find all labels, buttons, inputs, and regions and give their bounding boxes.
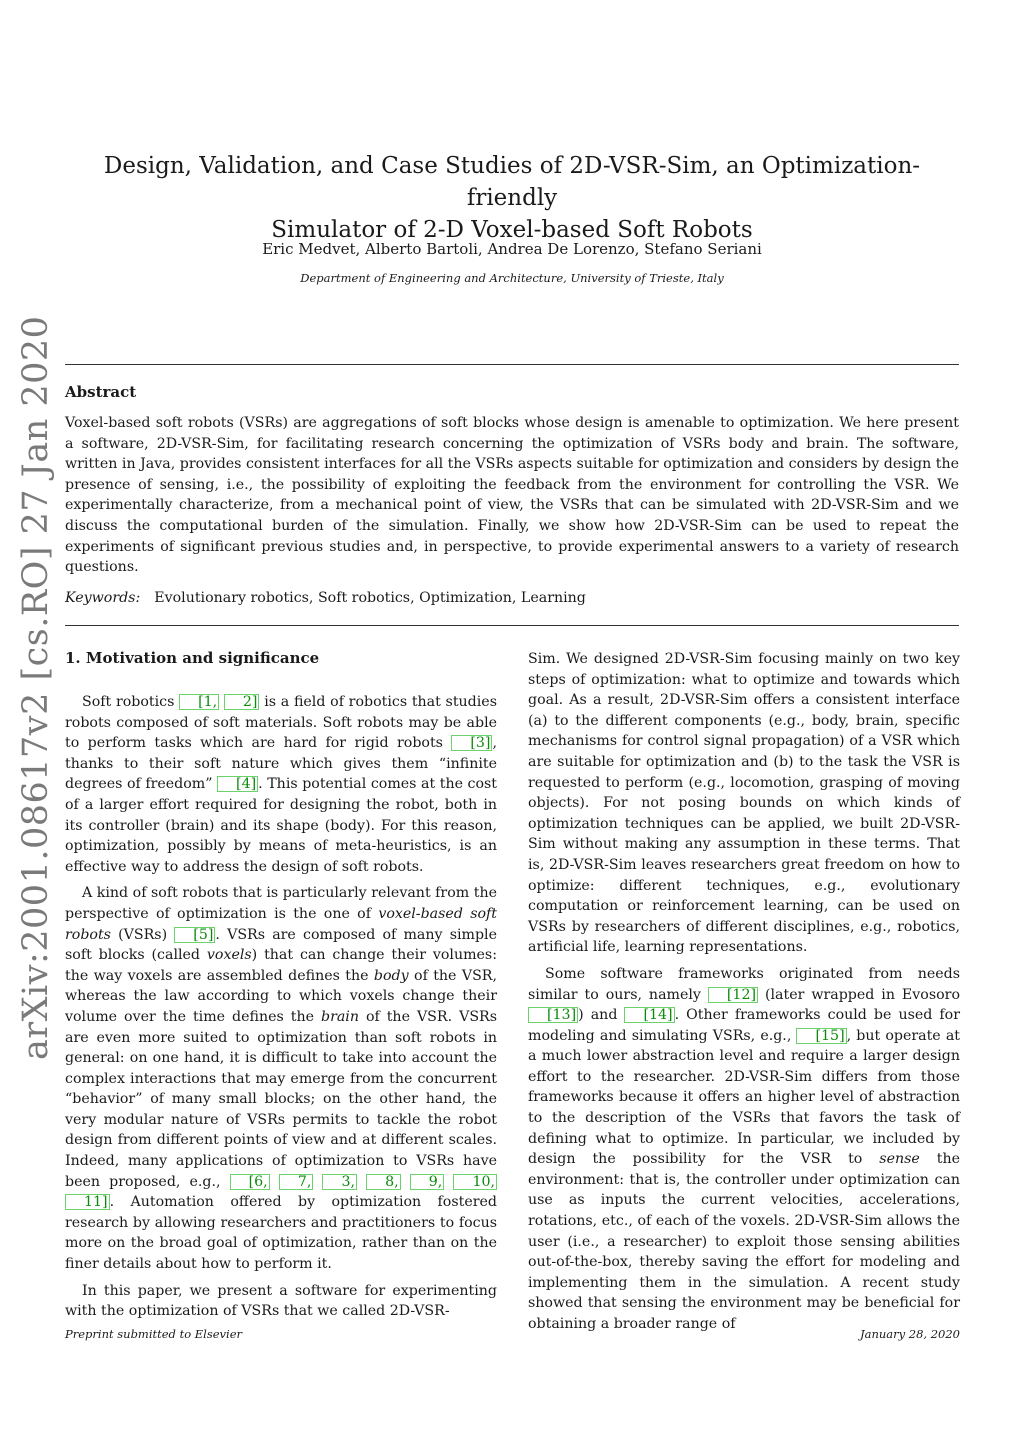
- citation-link[interactable]: 2]: [224, 694, 260, 710]
- abstract-text: Voxel-based soft robots (VSRs) are aggregations of soft blocks whose design is amenable to optimization. We here present a software, 2D-VSR-Sim, for facilitating research concerning the optimization of VSRs body and brain. The software, written in Java, provides consistent interfaces for all the VSRs aspects suitable for optimization and considers by design the presence of sensing, i.e., the possibility of exploiting the feedback from the environment for controlling the VSR. We experimentally characterize, from a mechanical point of view, the VSRs that can be simulated with 2D-VSR-Sim and we discuss the computational burden of the simulation. Finally, we show how 2D-VSR-Sim can be used to repeat the experiments of significant previous studies and, in perspective, to provide experimental answers to a variety of research questions.: [65, 415, 959, 576]
- arxiv-sidebar-stamp: arXiv:2001.08617v2 [cs.RO] 27 Jan 2020: [16, 315, 56, 1060]
- paper-title: [60, 150, 964, 246]
- paragraph: A kind of soft robots that is particularly relevant from the perspective of optimization is the one of voxel-based soft robots (VSRs) [5] . VSRs are composed of many simple soft blocks (called voxels) that can change their volumes: the way voxels are assembled defines the body of the VSR, whereas the law according to which voxels change their volume over the time defines the brain of the VSR. VSRs are even more suited to optimization than soft robots in general: on one hand, it is difficult to take into account the complex interactions that may emerge from the concurrent “behavior” of many small blocks; on the other hand, the very modular nature of VSRs permits to tackle the robot design from different points of view and at different scales. Indeed, many applications of optimization to VSRs have been proposed, e.g., [6, 7, 3, 8, 9, 10, 11] . Automation offered by optimization fostered research by allowing researchers and practitioners to focus more on the broad goal of optimization, rather than on the finer details about how to perform it.: [65, 885, 497, 1273]
- paragraph: In this paper, we present a software for experimenting with the optimization of VSRs that we called 2D-VSR-: [65, 1282, 497, 1320]
- keywords: [65, 590, 586, 606]
- bottom-rule: [65, 625, 959, 626]
- affiliation: Department of Engineering and Architecture, University of Trieste, Italy: [300, 271, 724, 285]
- citation-link[interactable]: 10,: [453, 1174, 497, 1190]
- citation-link[interactable]: [6,: [230, 1174, 270, 1190]
- paragraph: Soft robotics [1, 2] is a field of robotics that studies robots composed of soft materials. Soft robots may be able to perform tasks which are hard for rigid robots [3] , thanks to their soft nature which gives them “infinite degrees of freedom” [4] . This potential comes at the cost of a larger effort required for designing the robot, both in its controller (brain) and its shape (body). For this reason, optimization, possibly by means of meta-heuristics, is an effective way to address the design of soft robots.: [65, 694, 497, 875]
- top-rule: [65, 364, 959, 365]
- paragraph: Sim. We designed 2D-VSR-Sim focusing mainly on two key steps of optimization: what to optimize and towards which goal. As a result, 2D-VSR-Sim offers a consistent interface (a) to the different components (e.g., body, brain, specific mechanisms for control signal propagation) of a VSR which are suitable for optimization and (b) to the task the VSR is requested to perform (e.g., locomotion, grasping of moving objects). For not posing bounds on which kinds of optimization techniques can be applied, we built 2D-VSR-Sim without making any assumption in these terms. That is, 2D-VSR-Sim leaves researchers great freedom on how to optimize: different techniques, e.g., evolutionary computation or reinforcement learning, can be used on VSRs by researchers of different disciplines, e.g., robotics, artificial life, learning representations.: [528, 651, 960, 956]
- title-line-1: Design, Validation, and Case Studies of 2D-VSR-Sim, an Optimization-friendly: [103, 153, 921, 211]
- right-column: [528, 649, 960, 1335]
- footer-preprint-note: Preprint submitted to Elsevier: [65, 1327, 243, 1341]
- keywords-list: Evolutionary robotics, Soft robotics, Optimization, Learning: [154, 590, 586, 606]
- citation-link[interactable]: [4]: [217, 776, 258, 792]
- citation-link[interactable]: [12]: [708, 987, 758, 1003]
- citation-link[interactable]: 9,: [410, 1174, 445, 1190]
- section-heading: 1. Motivation and significance: [65, 649, 320, 667]
- citation-link[interactable]: [13]: [528, 1007, 578, 1023]
- citation-link[interactable]: 3,: [322, 1174, 357, 1190]
- keywords-label: Keywords:: [65, 590, 141, 606]
- left-column: [65, 692, 497, 1322]
- paragraph: Some software frameworks originated from needs similar to ours, namely [12] (later wrapped in Evosoro [13] ) and [14] . Other frameworks could be used for modeling and simulating VSRs, e.g., [15] , but operate at a much lower abstraction level and require a larger design effort to the researcher. 2D-VSR-Sim differs from those frameworks because it offers an higher level of abstraction to the description of the VSRs that favors the task of defining what to optimize. In particular, we included by design the possibility for the VSR to sense the environment: that is, the controller under optimization can use as inputs the current velocities, accelerations, rotations, etc., of each of the voxels. 2D-VSR-Sim allows the user (i.e., a researcher) to exploit those sensing abilities out-of-the-box, thereby saving the effort for modeling and implementing them in the simulation. A recent study showed that sensing the environment may be beneficial for obtaining a broader range of: [528, 965, 960, 1332]
- citation-link[interactable]: 11]: [65, 1194, 110, 1210]
- footer-date: January 28, 2020: [860, 1327, 960, 1341]
- citation-link[interactable]: 8,: [366, 1174, 401, 1190]
- citation-link[interactable]: [3]: [451, 735, 492, 751]
- citation-link[interactable]: [5]: [174, 927, 215, 943]
- citation-link[interactable]: [1,: [179, 694, 219, 710]
- title-line-2: Simulator of 2-D Voxel-based Soft Robots: [271, 217, 753, 243]
- citation-link[interactable]: [14]: [624, 1007, 674, 1023]
- citation-link[interactable]: [15]: [796, 1028, 846, 1044]
- authors: Eric Medvet, Alberto Bartoli, Andrea De Lorenzo, Stefano Seriani: [262, 240, 762, 258]
- abstract-heading: Abstract: [65, 383, 137, 401]
- citation-link[interactable]: 7,: [279, 1174, 314, 1190]
